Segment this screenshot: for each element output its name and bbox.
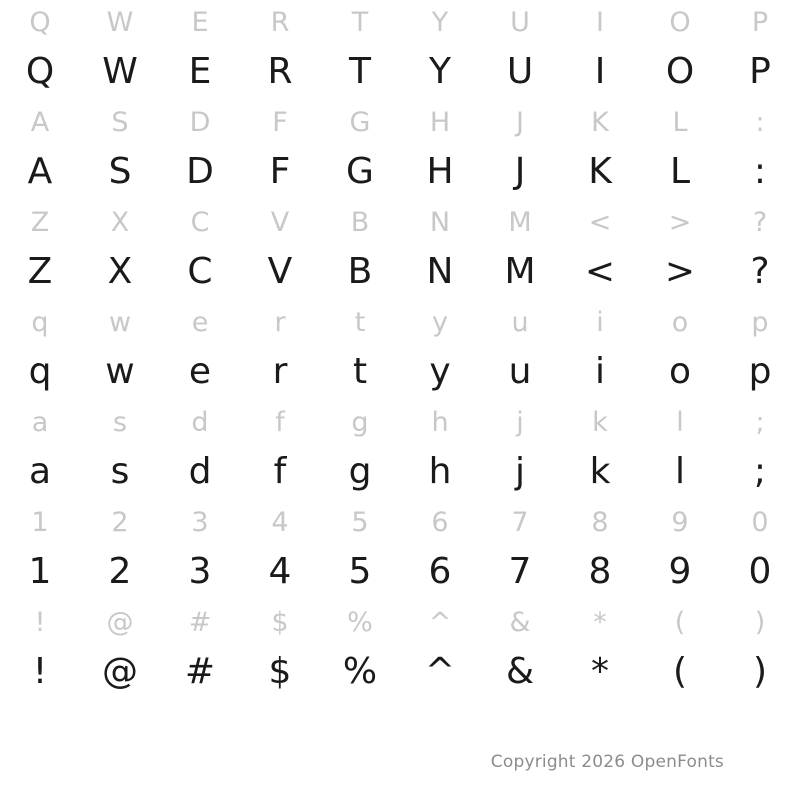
glyph-cell: B [350, 206, 370, 238]
glyph-cell: ( [672, 651, 688, 692]
glyph-cell: L [672, 106, 688, 138]
glyph-cell: ; [755, 406, 765, 438]
glyph-cell: a [31, 406, 49, 438]
glyph-cell: f [275, 406, 285, 438]
glyph-cell: G [349, 106, 371, 138]
glyph-cell: G [346, 151, 374, 192]
glyph-cell: 9 [668, 551, 692, 592]
glyph-row-main [0, 144, 800, 200]
glyph-cell: ; [753, 451, 767, 492]
glyph-cell: D [189, 106, 211, 138]
glyph-cell: Z [30, 206, 50, 238]
glyph-row-main [0, 644, 800, 700]
glyph-row-pair [0, 300, 800, 400]
glyph-row-pair [0, 200, 800, 300]
glyph-cell: Q [29, 6, 51, 38]
glyph-cell: ? [750, 251, 770, 292]
glyph-cell: q [28, 351, 52, 392]
glyph-cell: H [429, 106, 451, 138]
glyph-cell: L [669, 151, 691, 192]
glyph-cell: 7 [511, 506, 529, 538]
glyph-cell: f [273, 451, 287, 492]
glyph-cell: ^ [428, 606, 452, 638]
glyph-cell: u [511, 306, 529, 338]
glyph-cell: 9 [671, 506, 689, 538]
glyph-row-main [0, 44, 800, 100]
glyph-cell: ^ [424, 651, 456, 692]
glyph-row-main [0, 244, 800, 300]
glyph-cell: < [584, 251, 616, 292]
glyph-cell: W [102, 51, 138, 92]
glyph-cell: 4 [268, 551, 292, 592]
glyph-cell: % [347, 606, 373, 638]
copyright-notice: Copyright 2026 OpenFonts [490, 752, 724, 772]
glyph-cell: R [267, 51, 293, 92]
glyph-cell: 3 [188, 551, 212, 592]
glyph-cell: : [755, 106, 765, 138]
glyph-cell: K [588, 151, 612, 192]
glyph-cell: e [188, 351, 212, 392]
glyph-cell: T [351, 6, 369, 38]
glyph-cell: d [191, 406, 209, 438]
glyph-cell: w [105, 351, 135, 392]
glyph-cell: 1 [28, 551, 52, 592]
glyph-cell: * [591, 651, 609, 692]
glyph-cell: D [186, 151, 214, 192]
glyph-cell: ) [754, 606, 766, 638]
glyph-cell: K [591, 106, 609, 138]
glyph-row-ghost [0, 200, 800, 244]
glyph-row-pair [0, 100, 800, 200]
glyph-row-ghost [0, 100, 800, 144]
glyph-cell: % [342, 651, 378, 692]
glyph-cell: ! [34, 606, 46, 638]
glyph-cell: > [664, 251, 696, 292]
glyph-cell: S [111, 106, 129, 138]
glyph-cell: C [187, 251, 213, 292]
glyph-row-ghost [0, 0, 800, 44]
glyph-cell: & [505, 651, 535, 692]
glyph-cell: j [514, 451, 525, 492]
glyph-cell: 6 [431, 506, 449, 538]
glyph-cell: P [751, 6, 769, 38]
glyph-row-ghost [0, 400, 800, 444]
glyph-cell: ) [752, 651, 768, 692]
glyph-cell: y [429, 351, 451, 392]
glyph-cell: 4 [271, 506, 289, 538]
glyph-cell: Y [429, 51, 451, 92]
glyph-cell: H [426, 151, 454, 192]
glyph-cell: 6 [428, 551, 452, 592]
glyph-cell: # [188, 606, 212, 638]
glyph-cell: p [748, 351, 772, 392]
glyph-cell: X [110, 206, 130, 238]
glyph-cell: r [272, 351, 288, 392]
glyph-cell: e [191, 306, 209, 338]
glyph-cell: l [676, 406, 684, 438]
glyph-cell: I [594, 51, 606, 92]
glyph-cell: w [108, 306, 132, 338]
glyph-cell: Y [431, 6, 449, 38]
glyph-cell: i [596, 306, 604, 338]
glyph-row-main [0, 444, 800, 500]
glyph-cell: j [516, 406, 524, 438]
glyph-cell: I [596, 6, 604, 38]
glyph-row-pair [0, 400, 800, 500]
glyph-cell: $ [271, 606, 289, 638]
glyph-cell: r [274, 306, 286, 338]
glyph-cell: ( [674, 606, 686, 638]
glyph-row-main [0, 544, 800, 600]
glyph-cell: 5 [351, 506, 369, 538]
glyph-cell: M [508, 206, 532, 238]
glyph-cell: * [593, 606, 607, 638]
glyph-cell: X [107, 251, 133, 292]
glyph-cell: > [668, 206, 692, 238]
glyph-cell: 2 [108, 551, 132, 592]
glyph-row-ghost [0, 500, 800, 544]
glyph-cell: k [589, 451, 611, 492]
glyph-cell: T [349, 51, 371, 92]
glyph-cell: N [426, 251, 454, 292]
glyph-cell: y [432, 306, 448, 338]
glyph-cell: 3 [191, 506, 209, 538]
glyph-cell: 0 [748, 551, 772, 592]
glyph-cell: O [669, 6, 691, 38]
glyph-cell: g [348, 451, 372, 492]
glyph-cell: Z [27, 251, 53, 292]
glyph-cell: O [665, 51, 695, 92]
glyph-cell: h [431, 406, 449, 438]
glyph-row-pair [0, 600, 800, 700]
glyph-cell: 5 [348, 551, 372, 592]
glyph-cell: 2 [111, 506, 129, 538]
glyph-cell: @ [102, 651, 138, 692]
glyph-cell: s [112, 406, 128, 438]
glyph-cell: E [191, 6, 209, 38]
glyph-cell: k [592, 406, 608, 438]
glyph-cell: g [351, 406, 369, 438]
glyph-cell: & [509, 606, 531, 638]
glyph-cell: i [594, 351, 605, 392]
glyph-cell: F [269, 151, 291, 192]
glyph-cell: B [347, 251, 373, 292]
glyph-row-main [0, 344, 800, 400]
glyph-cell: 1 [31, 506, 49, 538]
glyph-cell: S [108, 151, 132, 192]
glyph-cell: h [428, 451, 452, 492]
glyph-cell: # [184, 651, 216, 692]
glyph-cell: M [504, 251, 536, 292]
glyph-cell: ? [752, 206, 768, 238]
glyph-cell: R [270, 6, 290, 38]
glyph-cell: E [188, 51, 212, 92]
glyph-cell: a [28, 451, 52, 492]
glyph-cell: U [510, 6, 530, 38]
glyph-cell: F [272, 106, 288, 138]
glyph-cell: @ [106, 606, 134, 638]
glyph-cell: V [267, 251, 293, 292]
glyph-row-ghost [0, 600, 800, 644]
glyph-cell: o [671, 306, 689, 338]
glyph-cell: 0 [751, 506, 769, 538]
glyph-cell: 8 [591, 506, 609, 538]
glyph-cell: C [190, 206, 210, 238]
glyph-row-pair [0, 0, 800, 100]
glyph-cell: U [506, 51, 534, 92]
glyph-cell: u [508, 351, 532, 392]
glyph-cell: s [110, 451, 130, 492]
glyph-cell: q [31, 306, 49, 338]
glyph-cell: V [270, 206, 290, 238]
glyph-cell: p [751, 306, 769, 338]
glyph-cell: $ [268, 651, 292, 692]
glyph-cell: o [668, 351, 692, 392]
glyph-cell: d [188, 451, 212, 492]
glyph-cell: t [354, 306, 366, 338]
glyph-cell: t [352, 351, 368, 392]
glyph-cell: P [749, 51, 771, 92]
glyph-cell: A [27, 151, 53, 192]
glyph-row-pair [0, 500, 800, 600]
glyph-cell: l [674, 451, 685, 492]
glyph-cell: 8 [588, 551, 612, 592]
glyph-cell: A [30, 106, 50, 138]
glyph-cell: J [514, 151, 526, 192]
glyph-cell: < [588, 206, 612, 238]
glyph-cell: N [429, 206, 451, 238]
glyph-row-ghost [0, 300, 800, 344]
glyph-cell: : [753, 151, 767, 192]
glyph-cell: Q [25, 51, 55, 92]
glyph-cell: 7 [508, 551, 532, 592]
glyph-cell: W [106, 6, 134, 38]
glyph-cell: ! [32, 651, 48, 692]
glyph-cell: J [516, 106, 524, 138]
